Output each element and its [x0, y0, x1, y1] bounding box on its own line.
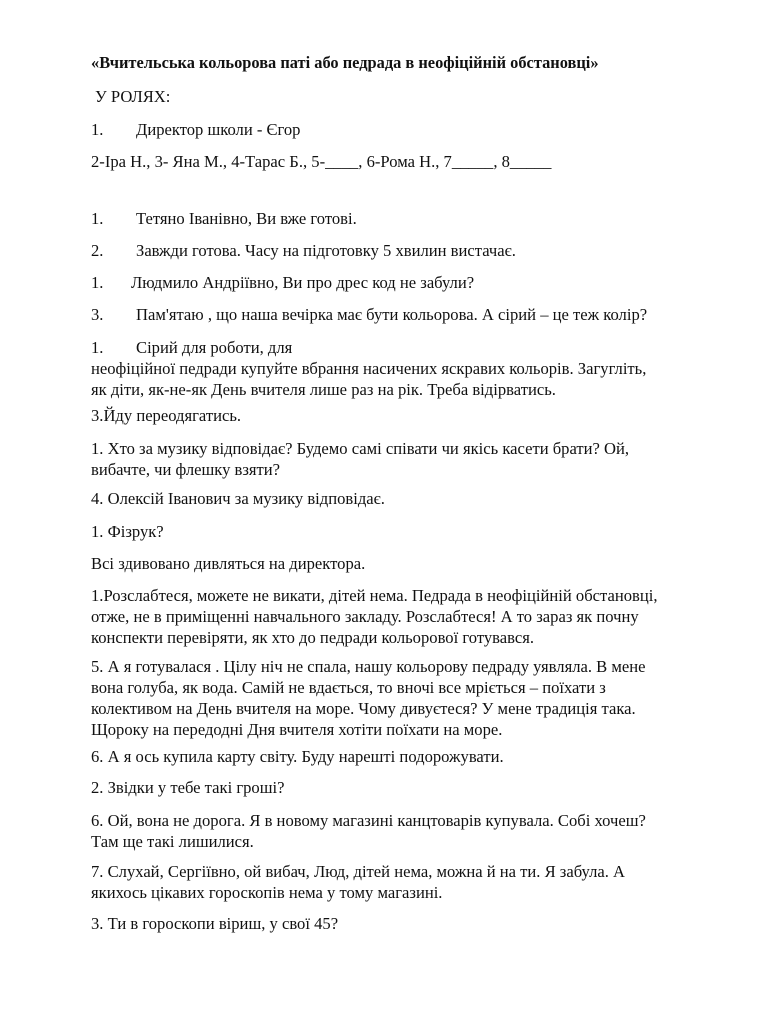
paragraph-line: отже, не в приміщенні навчального закладу. Розслабтеся! А то зараз як почну [91, 607, 639, 626]
line-number: 3. [91, 305, 104, 324]
paragraph-line: 3. Ти в гороскопи віриш, у свої 45? [91, 914, 339, 933]
paragraph-line: 7. Слухай, Сергіївно, ой вибач, Люд, дітей нема, можна й на ти. Я забула. А [91, 862, 626, 881]
cast-others: 2-Іра Н., 3- Яна М., 4-Тарас Б., 5-____, 6-Рома Н., 7_____, 8_____ [91, 152, 552, 171]
paragraph [91, 405, 731, 426]
paragraph [91, 777, 731, 798]
paragraph-line: колективом на День вчителя на море. Чому дивуєтеся? У мене традиція така. [91, 699, 636, 718]
paragraph-line: 2. Звідки у тебе такі гроші? [91, 778, 285, 797]
dialogue-line [91, 272, 731, 293]
document-title: «Вчительська кольорова паті або педрада в неофіційній обстановці» [91, 53, 599, 72]
paragraph-line: 6. А я ось купила карту світу. Буду нарешті подорожувати. [91, 747, 504, 766]
paragraph [91, 585, 731, 648]
paragraph-line: 4. Олексій Іванович за музику відповідає. [91, 489, 385, 508]
cast-director [91, 119, 731, 140]
line-number: 1. [91, 209, 104, 228]
paragraph-line: вона голуба, як вода. Самій не вдається, то вночі все мріється – поїхати з [91, 678, 606, 697]
paragraph [91, 438, 731, 480]
paragraph-line: 1. Фізрук? [91, 522, 164, 541]
dialogue-line [91, 304, 731, 325]
paragraph [91, 913, 731, 934]
paragraph [91, 810, 731, 852]
paragraph-line: 1.Розслабтеся, можете не викати, дітей нема. Педрада в неофіційній обстановці, [91, 586, 658, 605]
dialogue-line [91, 240, 731, 261]
cast-director-number: 1. [91, 120, 104, 139]
line-number: 1. [91, 338, 104, 357]
line-text-first: Сірий для роботи, для [136, 338, 293, 357]
line-text: Завжди готова. Часу на підготовку 5 хвилин вистачає. [136, 241, 516, 260]
paragraph-line: Там ще такі лишилися. [91, 832, 254, 851]
dialogue-line-seriy [91, 337, 731, 400]
paragraph-line: 5. А я готувалася . Цілу ніч не спала, нашу кольорову педраду уявляла. В мене [91, 657, 646, 676]
paragraph [91, 656, 731, 740]
paragraph-line: якихось цікавих гороскопів нема у тому магазині. [91, 883, 443, 902]
line-text: Людмило Андріївно, Ви про дрес код не забули? [131, 273, 475, 292]
paragraph [91, 861, 731, 903]
line-number: 1. [91, 273, 104, 292]
line-number: 2. [91, 241, 104, 260]
dialogue-line [91, 208, 731, 229]
paragraph [91, 488, 731, 509]
line-text: Пам'ятаю , що наша вечірка має бути кольорова. А сірий – це теж колір? [136, 305, 648, 324]
paragraph-line: 3.Йду переодягатись. [91, 406, 242, 425]
paragraph-line: 6. Ой, вона не дорога. Я в новому магазині канцтоварів купувала. Собі хочеш? [91, 811, 646, 830]
paragraph-line: вибачте, чи флешку взяти? [91, 460, 281, 479]
paragraph-line: конспекти перевіряти, як хто до педради кольорової готувався. [91, 628, 535, 647]
paragraph-line: Щороку на передодні Дня вчителя хотіти поїхати на море. [91, 720, 503, 739]
line-text-cont-2: як діти, як-не-як День вчителя лише раз на рік. Треба відірватись. [91, 380, 556, 399]
paragraph-line: Всі здивовано дивляться на директора. [91, 554, 366, 573]
paragraph [91, 746, 731, 767]
paragraph [91, 521, 731, 542]
line-text-cont-1: неофіційної педради купуйте вбрання насичених яскравих кольорів. Загугліть, [91, 359, 647, 378]
cast-director-text: Директор школи - Єгор [136, 120, 301, 139]
paragraph-line: 1. Хто за музику відповідає? Будемо самі співати чи якісь касети брати? Ой, [91, 439, 630, 458]
roles-heading: У РОЛЯХ: [95, 87, 171, 106]
paragraph [91, 553, 731, 574]
line-text: Тетяно Іванівно, Ви вже готові. [136, 209, 357, 228]
